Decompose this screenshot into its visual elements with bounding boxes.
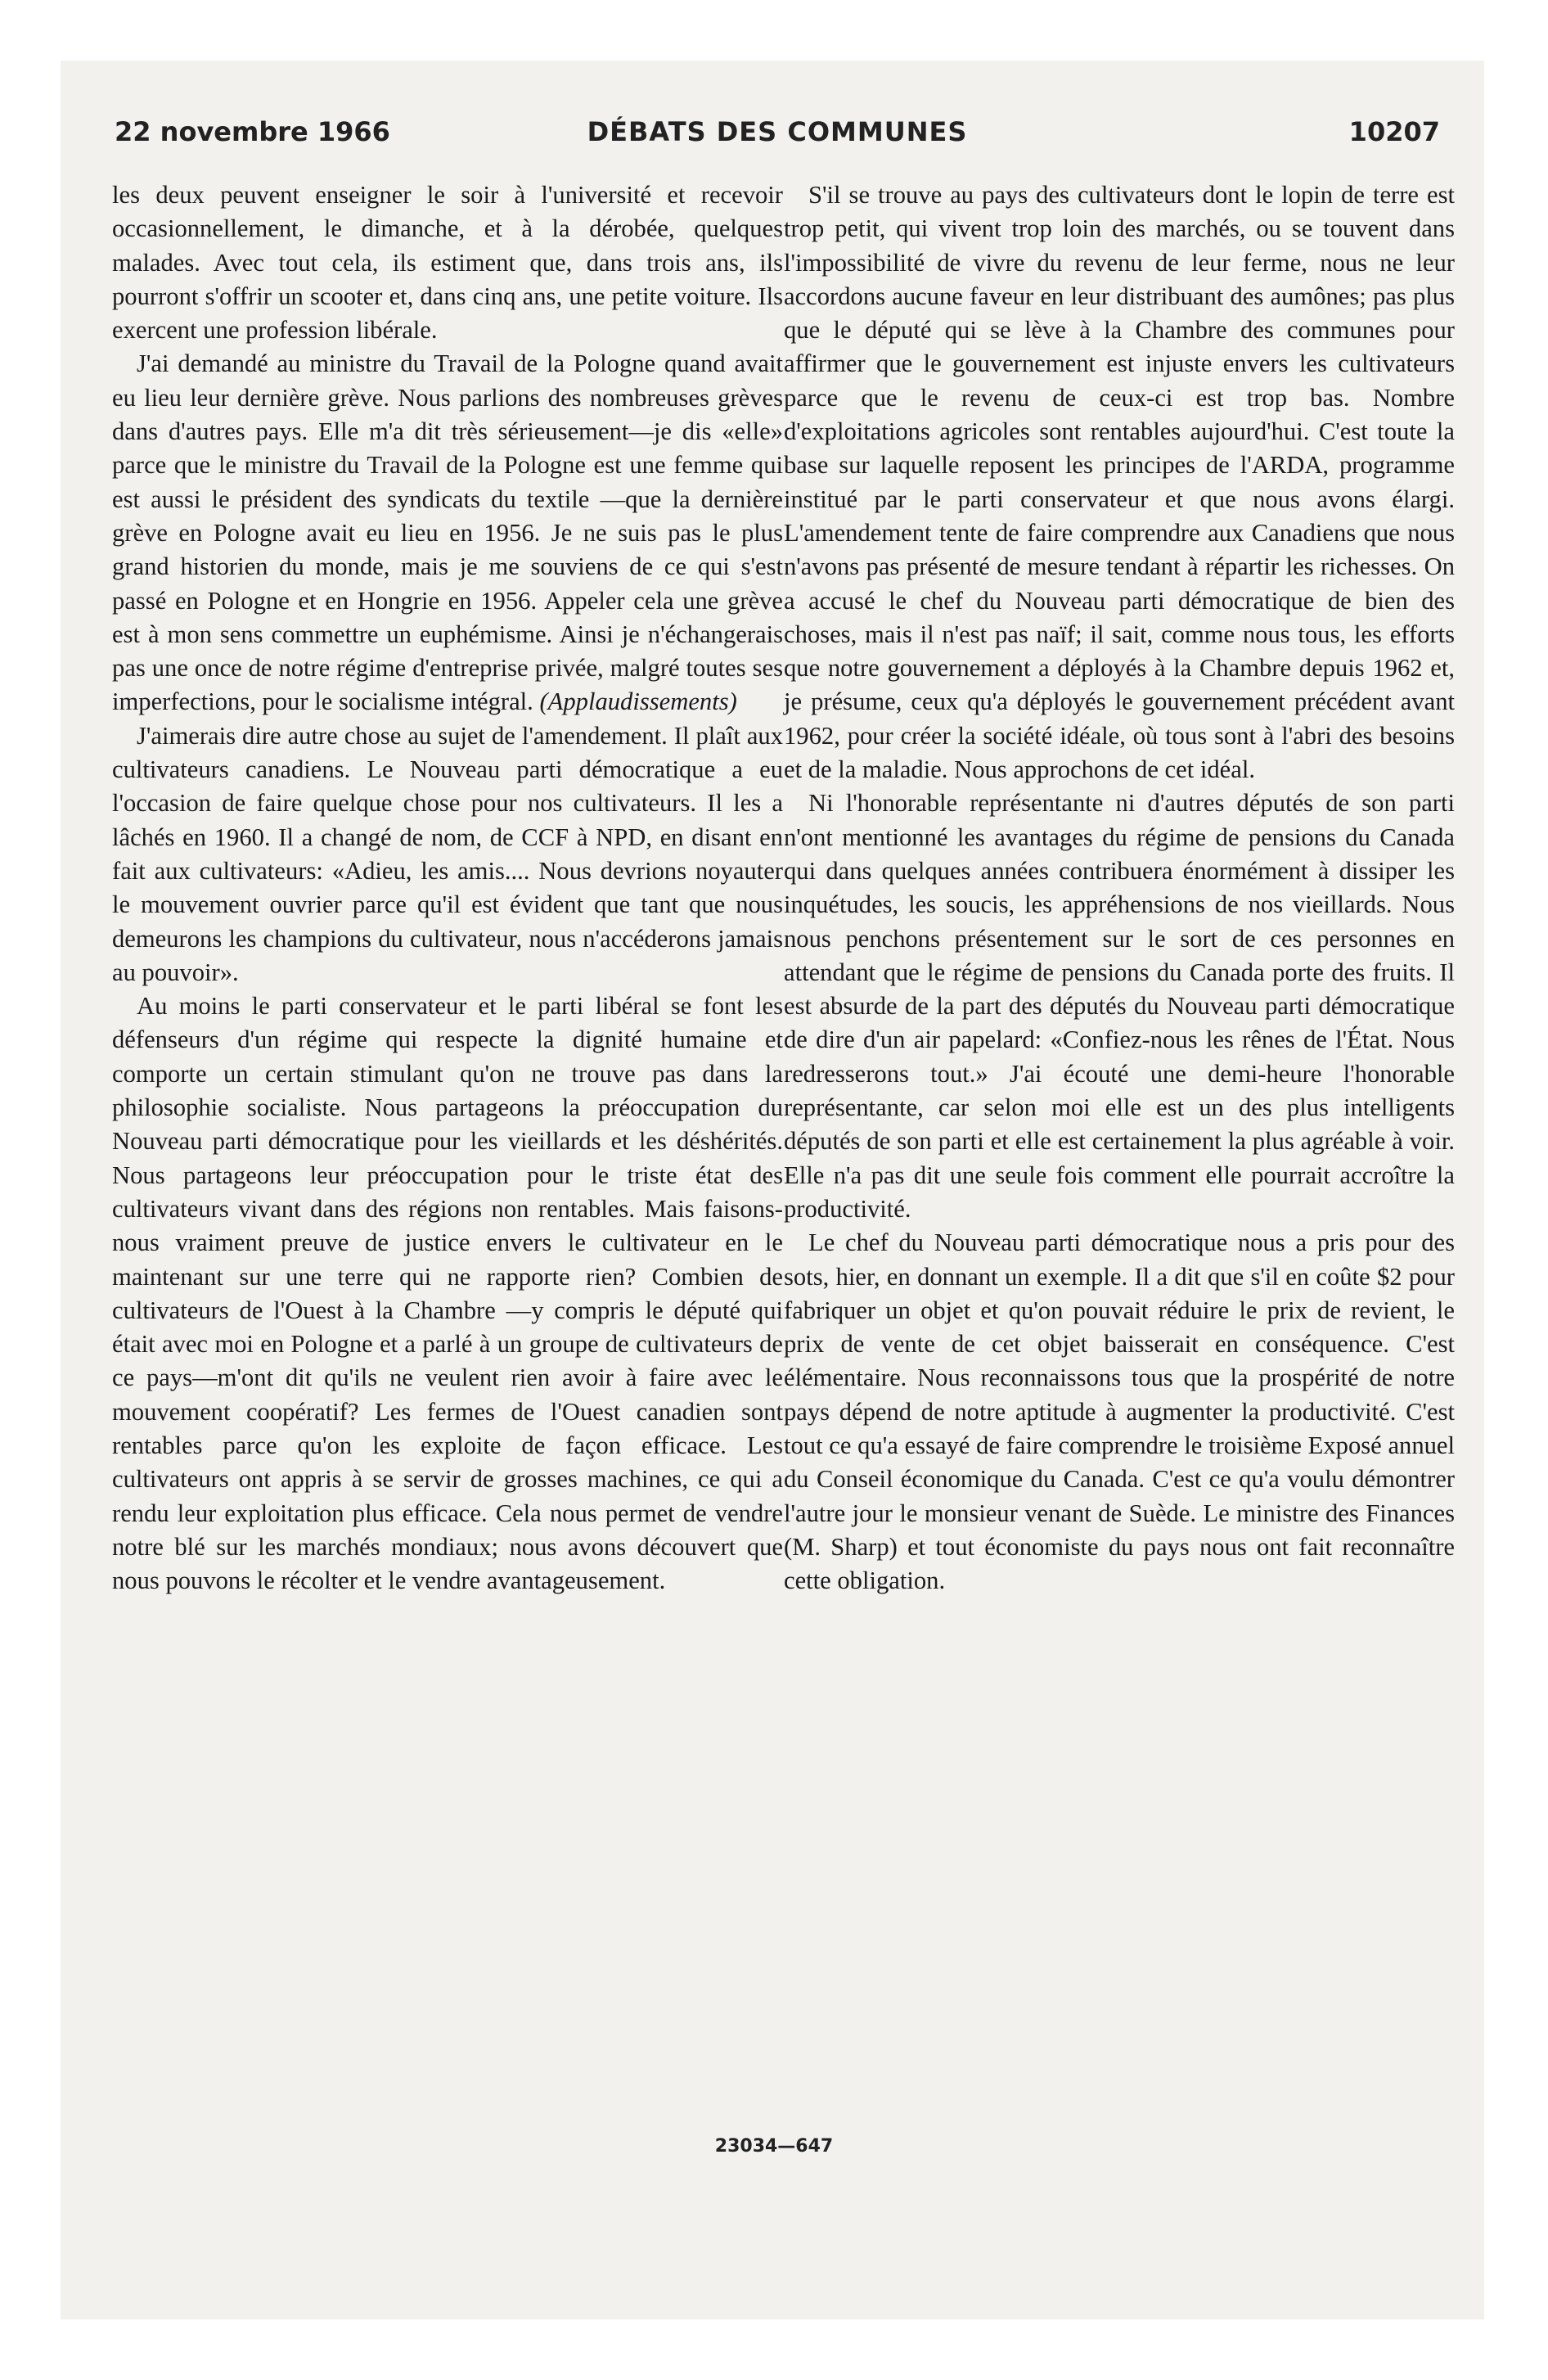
- paragraph: [112, 347, 783, 719]
- paragraph: J'aimerais dire autre chose au sujet de l'amendement. Il plaît aux cultivateurs canadiens. Le Nouveau parti démocratique a eu l'occasion de faire quelque chose pour nos cultivateurs. Il les a lâchés en 1960. Il a changé de nom, de CCF à NPD, en disant en fait aux cultivateurs: «Adieu, les amis.... Nous devrions noyauter le mouvement ouvrier parce qu'il est évident que tant que nous demeurons les champions du cultivateur, nous n'accéderons jamais au pouvoir».: [112, 721, 783, 986]
- page-footer-code: 23034—647: [714, 2136, 834, 2157]
- paragraph: les deux peuvent enseigner le soir à l'université et recevoir occasionnellement, le dimanche, et à la dérobée, quelques malades. Avec tout cela, ils estiment que, dans trois ans, ils pourront s'offrir un scooter et, dans cinq ans, une petite voiture. Ils exercent une profession libérale.: [112, 181, 783, 345]
- applause-note: (Applaudissements): [539, 687, 737, 716]
- right-column: [784, 178, 1455, 1598]
- page-header: [115, 116, 1440, 157]
- paragraph: Ni l'honorable représentante ni d'autres députés de son parti n'ont mentionné les avantages du régime de pensions du Canada qui dans quelques années contribuera énormément à dissiper les inquétudes, les soucis, les appréhensions de nos vieillards. Nous nous penchons présentement sur le sort de ces personnes en attendant que le régime de pensions du Canada porte des fruits. Il est absurde de la part des députés du Nouveau parti démocratique de dire d'un air papelard: «Confiez-nous les rênes de l'État. Nous redresserons tout.» J'ai écouté une demi-heure l'honorable représentante, car selon moi elle est un des plus intelligents députés de son parti et elle est certainement la plus agréable à voir. Elle n'a pas dit une seule fois comment elle pourrait accroître la productivité.: [784, 789, 1455, 1223]
- paragraph: Le chef du Nouveau parti démocratique nous a pris pour des sots, hier, en donnant un exemple. Il a dit que s'il en coûte $2 pour fabriquer un objet et qu'on pouvait réduire le prix de revient, le prix de vente de cet objet baisserait en conséquence. C'est élémentaire. Nous reconnaissons tous que la prospérité de notre pays dépend de notre aptitude à augmenter la productivité. C'est tout ce qu'a essayé de faire comprendre le troisième Exposé annuel du Conseil économique du Canada. C'est ce qu'a voulu démontrer l'autre jour le monsieur venant de Suède. Le ministre des Finances (M. Sharp) et tout économiste du pays nous ont fait reconnaître cette obligation.: [784, 1228, 1455, 1595]
- header-title: DÉBATS DES COMMUNES: [587, 116, 968, 147]
- header-date: 22 novembre 1966: [115, 116, 390, 147]
- left-column: [112, 178, 783, 1598]
- paragraph: Au moins le parti conservateur et le parti libéral se font les défenseurs d'un régime qui respecte la dignité humaine et comporte un certain stimulant qu'on ne trouve pas dans la philosophie socialiste. Nous partageons la préoccupation du Nouveau parti démocratique pour les vieillards et les déshérités. Nous partageons leur préoccupation pour le triste état des cultivateurs vivant dans des régions non rentables. Mais faisons-nous vraiment preuve de justice envers le cultivateur en le maintenant sur une terre qui ne rapporte rien? Combien de cultivateurs de l'Ouest à la Chambre —y compris le député qui était avec moi en Pologne et a parlé à un groupe de cultivateurs de ce pays—m'ont dit qu'ils ne veulent rien avoir à faire avec le mouvement coopératif? Les fermes de l'Ouest canadien sont rentables parce qu'on les exploite de façon efficace. Les cultivateurs ont appris à se servir de grosses machines, ce qui a rendu leur exploitation plus efficace. Cela nous permet de vendre notre blé sur les marchés mondiaux; nous avons découvert que nous pouvons le récolter et le vendre avantageusement.: [112, 992, 783, 1595]
- paragraph: S'il se trouve au pays des cultivateurs dont le lopin de terre est trop petit, qui vivent trop loin des marchés, ou se touvent dans l'impossibilité de vivre du revenu de leur ferme, nous ne leur accordons aucune faveur en leur distribuant des aumônes; pas plus que le député qui se lève à la Chambre des communes pour affirmer que le gouvernement est injuste envers les cultivateurs parce que le revenu de ceux-ci est trop bas. Nombre d'exploitations agricoles sont rentables aujourd'hui. C'est toute la base sur laquelle reposent les principes de l'ARDA, programme institué par le parti conservateur et que nous avons élargi. L'amendement tente de faire comprendre aux Canadiens que nous n'avons pas présenté de mesure tendant à répartir les richesses. On a accusé le chef du Nouveau parti démocratique de bien des choses, mais il n'est pas naïf; il sait, comme nous tous, les efforts que notre gouvernement a déployés à la Chambre depuis 1962 et, je présume, ceux qu'a déployés le gouvernement précédent avant 1962, pour créer la société idéale, où tous sont à l'abri des besoins et de la maladie. Nous approchons de cet idéal.: [784, 181, 1455, 784]
- header-page-number: 10207: [1348, 116, 1440, 147]
- paragraph-text: J'ai demandé au ministre du Travail de la Pologne quand avait eu lieu leur dernière grève. Nous parlions des nombreuses grèves dans d'autres pays. Elle m'a dit très sérieusement—je dis «elle» parce que le ministre du Travail de la Pologne est une femme qui est aussi le président des syndicats du textile —que la dernière grève en Pologne avait eu lieu en 1956. Je ne suis pas le plus grand historien du monde, mais je me souviens de ce qui s'est passé en Pologne et en Hongrie en 1956. Appeler cela une grève est à mon sens commettre un euphémisme. Ainsi je n'échangerais pas une once de notre régime d'entreprise privée, malgré toutes ses imperfections, pour le socialisme intégral.: [112, 349, 783, 716]
